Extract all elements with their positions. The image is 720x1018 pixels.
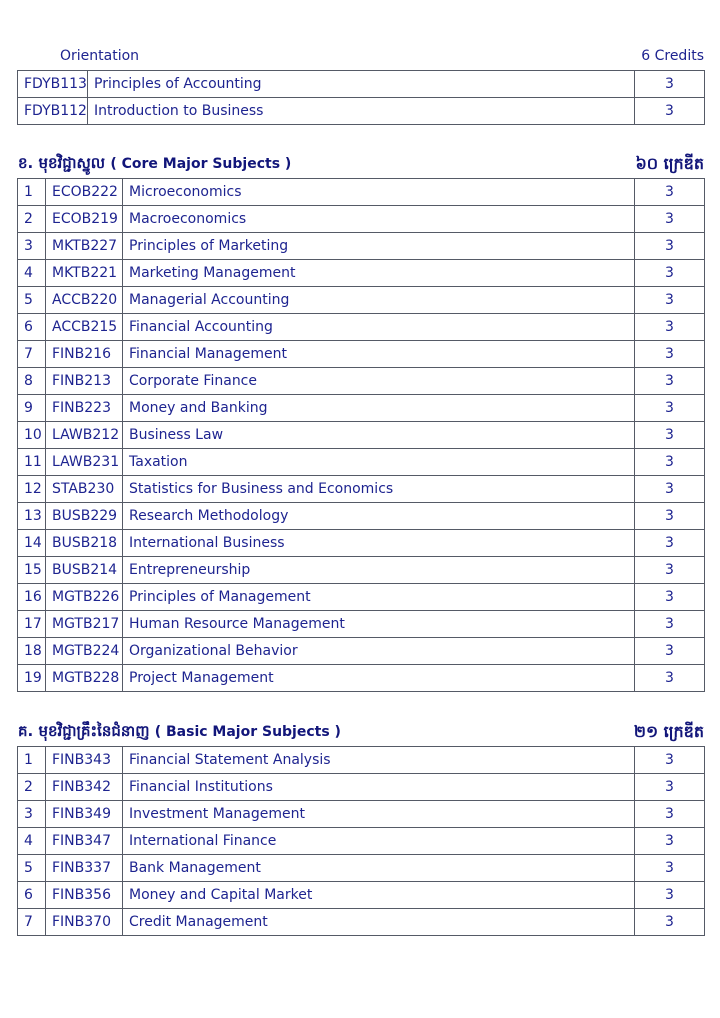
course-name: Financial Statement Analysis xyxy=(123,747,635,774)
row-number: 4 xyxy=(18,260,46,287)
table-row xyxy=(18,233,705,260)
course-credit: 3 xyxy=(635,557,705,584)
core-section-credits: ៦០ ក្រេឌីត xyxy=(635,154,704,173)
table-row xyxy=(18,882,705,909)
course-code: FINB213 xyxy=(46,368,123,395)
course-name: Money and Banking xyxy=(123,395,635,422)
course-credit: 3 xyxy=(635,665,705,692)
course-name: Principles of Marketing xyxy=(123,233,635,260)
row-number: 9 xyxy=(18,395,46,422)
row-number: 17 xyxy=(18,611,46,638)
row-number: 7 xyxy=(18,909,46,936)
course-code: BUSB218 xyxy=(46,530,123,557)
table-row xyxy=(18,179,705,206)
course-name: Financial Institutions xyxy=(123,774,635,801)
row-number: 13 xyxy=(18,503,46,530)
course-credit: 3 xyxy=(635,828,705,855)
table-row xyxy=(18,638,705,665)
course-name: Statistics for Business and Economics xyxy=(123,476,635,503)
course-code: ECOB219 xyxy=(46,206,123,233)
course-credit: 3 xyxy=(635,774,705,801)
course-code: FDYB113 xyxy=(18,71,88,98)
course-code: BUSB229 xyxy=(46,503,123,530)
table-row xyxy=(18,855,705,882)
orientation-credits: 6 Credits xyxy=(641,48,704,64)
table-row xyxy=(18,314,705,341)
course-credit: 3 xyxy=(635,287,705,314)
course-code: FDYB112 xyxy=(18,98,88,125)
course-name: Organizational Behavior xyxy=(123,638,635,665)
course-code: FINB343 xyxy=(46,747,123,774)
basic-section-credits: ២១ ក្រេឌីត xyxy=(633,722,704,741)
course-name: Bank Management xyxy=(123,855,635,882)
course-name: Financial Accounting xyxy=(123,314,635,341)
row-number: 10 xyxy=(18,422,46,449)
course-code: FINB216 xyxy=(46,341,123,368)
course-code: STAB230 xyxy=(46,476,123,503)
course-code: LAWB231 xyxy=(46,449,123,476)
course-name: Human Resource Management xyxy=(123,611,635,638)
table-row xyxy=(18,98,705,125)
table-row xyxy=(18,774,705,801)
course-name: Credit Management xyxy=(123,909,635,936)
course-code: ECOB222 xyxy=(46,179,123,206)
table-row xyxy=(18,206,705,233)
course-credit: 3 xyxy=(635,801,705,828)
course-name: International Business xyxy=(123,530,635,557)
course-name: Entrepreneurship xyxy=(123,557,635,584)
course-credit: 3 xyxy=(635,530,705,557)
table-row xyxy=(18,368,705,395)
table-row xyxy=(18,71,705,98)
course-credit: 3 xyxy=(635,476,705,503)
row-number: 1 xyxy=(18,747,46,774)
course-credit: 3 xyxy=(635,638,705,665)
course-code: FINB337 xyxy=(46,855,123,882)
table-row xyxy=(18,909,705,936)
course-code: MGTB217 xyxy=(46,611,123,638)
basic-title-khmer: គ. មុខវិជ្ជាគ្រឹះនៃជំនាញ xyxy=(18,722,150,740)
course-credit: 3 xyxy=(635,503,705,530)
row-number: 12 xyxy=(18,476,46,503)
table-row xyxy=(18,503,705,530)
course-credit: 3 xyxy=(635,747,705,774)
course-code: MKTB221 xyxy=(46,260,123,287)
core-subjects-table xyxy=(17,178,705,692)
table-row xyxy=(18,287,705,314)
course-name: Financial Management xyxy=(123,341,635,368)
course-name: Marketing Management xyxy=(123,260,635,287)
table-row xyxy=(18,422,705,449)
row-number: 3 xyxy=(18,801,46,828)
course-credit: 3 xyxy=(635,179,705,206)
table-row xyxy=(18,395,705,422)
course-credit: 3 xyxy=(635,584,705,611)
course-credit: 3 xyxy=(635,909,705,936)
row-number: 11 xyxy=(18,449,46,476)
course-name: Introduction to Business xyxy=(88,98,635,125)
course-credit: 3 xyxy=(635,368,705,395)
row-number: 2 xyxy=(18,206,46,233)
table-row xyxy=(18,747,705,774)
table-row xyxy=(18,557,705,584)
course-credit: 3 xyxy=(635,314,705,341)
core-section-title xyxy=(18,154,291,176)
course-code: MGTB228 xyxy=(46,665,123,692)
row-number: 14 xyxy=(18,530,46,557)
course-code: FINB356 xyxy=(46,882,123,909)
row-number: 18 xyxy=(18,638,46,665)
course-code: MGTB226 xyxy=(46,584,123,611)
basic-section-title xyxy=(18,722,341,744)
course-credit: 3 xyxy=(635,449,705,476)
orientation-title: Orientation xyxy=(60,48,140,64)
course-credit: 3 xyxy=(635,233,705,260)
table-row xyxy=(18,476,705,503)
course-credit: 3 xyxy=(635,882,705,909)
course-name: Project Management xyxy=(123,665,635,692)
course-code: ACCB215 xyxy=(46,314,123,341)
course-name: Macroeconomics xyxy=(123,206,635,233)
course-code: FINB347 xyxy=(46,828,123,855)
orientation-table xyxy=(17,70,705,125)
course-credit: 3 xyxy=(635,98,705,125)
course-name: Research Methodology xyxy=(123,503,635,530)
course-code: MKTB227 xyxy=(46,233,123,260)
row-number: 15 xyxy=(18,557,46,584)
table-row xyxy=(18,801,705,828)
course-code: FINB370 xyxy=(46,909,123,936)
course-code: FINB342 xyxy=(46,774,123,801)
course-code: FINB349 xyxy=(46,801,123,828)
course-name: Managerial Accounting xyxy=(123,287,635,314)
row-number: 6 xyxy=(18,314,46,341)
table-row xyxy=(18,828,705,855)
course-credit: 3 xyxy=(635,611,705,638)
course-code: MGTB224 xyxy=(46,638,123,665)
row-number: 16 xyxy=(18,584,46,611)
basic-subjects-table xyxy=(17,746,705,936)
basic-title-english: ( Basic Major Subjects ) xyxy=(154,724,341,740)
course-name: Money and Capital Market xyxy=(123,882,635,909)
course-name: Business Law xyxy=(123,422,635,449)
course-code: ACCB220 xyxy=(46,287,123,314)
course-credit: 3 xyxy=(635,855,705,882)
table-row xyxy=(18,665,705,692)
course-credit: 3 xyxy=(635,341,705,368)
course-credit: 3 xyxy=(635,206,705,233)
course-code: FINB223 xyxy=(46,395,123,422)
row-number: 19 xyxy=(18,665,46,692)
table-row xyxy=(18,260,705,287)
table-row xyxy=(18,611,705,638)
core-title-english: ( Core Major Subjects ) xyxy=(110,156,292,172)
row-number: 7 xyxy=(18,341,46,368)
course-code: BUSB214 xyxy=(46,557,123,584)
table-row xyxy=(18,530,705,557)
course-credit: 3 xyxy=(635,422,705,449)
table-row xyxy=(18,341,705,368)
course-credit: 3 xyxy=(635,71,705,98)
row-number: 2 xyxy=(18,774,46,801)
course-name: Microeconomics xyxy=(123,179,635,206)
row-number: 5 xyxy=(18,855,46,882)
course-credit: 3 xyxy=(635,395,705,422)
row-number: 1 xyxy=(18,179,46,206)
row-number: 5 xyxy=(18,287,46,314)
row-number: 4 xyxy=(18,828,46,855)
course-name: International Finance xyxy=(123,828,635,855)
course-name: Corporate Finance xyxy=(123,368,635,395)
row-number: 8 xyxy=(18,368,46,395)
course-name: Investment Management xyxy=(123,801,635,828)
table-row xyxy=(18,449,705,476)
course-name: Principles of Accounting xyxy=(88,71,635,98)
row-number: 6 xyxy=(18,882,46,909)
course-credit: 3 xyxy=(635,260,705,287)
row-number: 3 xyxy=(18,233,46,260)
course-name: Principles of Management xyxy=(123,584,635,611)
course-name: Taxation xyxy=(123,449,635,476)
table-row xyxy=(18,584,705,611)
course-code: LAWB212 xyxy=(46,422,123,449)
core-title-khmer: ខ. មុខវិជ្ជាស្នូល xyxy=(18,154,106,172)
